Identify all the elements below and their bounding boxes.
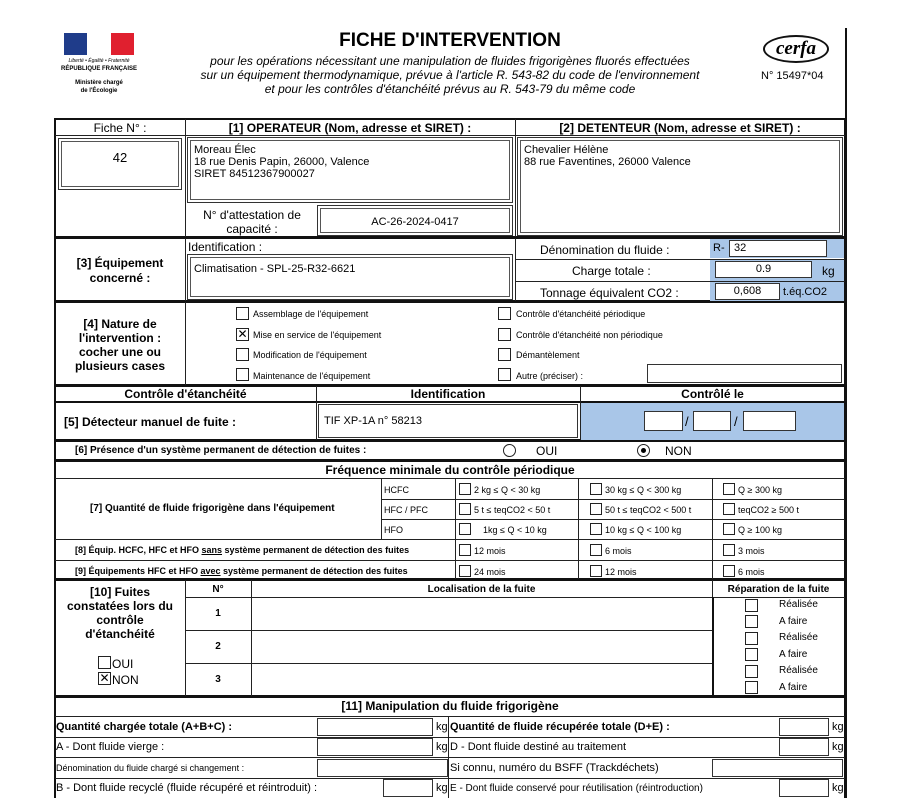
checkbox-controle-periodique[interactable]	[498, 307, 511, 320]
manip-right-0: Quantité de fluide récupérée totale (D+E) :	[450, 721, 670, 733]
q8-val-1: 12 mois	[474, 546, 506, 556]
freq-hcfc-3: Q ≥ 300 kg	[738, 485, 782, 495]
tonnage-unit: t.éq.CO2	[783, 286, 828, 298]
manip-left-3: B - Dont fluide recyclé (fluide récupéré et réintroduit) :	[56, 782, 318, 794]
holder-field[interactable]	[517, 137, 843, 236]
leak-row-3-no: 3	[215, 674, 221, 685]
checkbox-q8-3[interactable]	[723, 544, 735, 556]
leaks-col-no: N°	[212, 584, 224, 595]
option-mise-en-service: Mise en service de l'équipement	[253, 330, 382, 340]
checkbox-leak3-done[interactable]	[745, 665, 758, 678]
operator-address: 18 rue Denis Papin, 26000, Valence	[194, 156, 370, 168]
checkbox-modification[interactable]	[236, 348, 249, 361]
republic-motto: Liberté • Égalité • Fraternité	[68, 58, 130, 64]
checkbox-autre[interactable]	[498, 368, 511, 381]
q9-val-3: 6 mois	[738, 567, 765, 577]
leak-row-2-no: 2	[215, 641, 221, 652]
leak1-todo-label: A faire	[779, 616, 808, 627]
nature-label: [4] Nature de l'intervention : cocher une ou plusieurs cases	[74, 317, 166, 373]
manip-left-1: A - Dont fluide vierge :	[56, 741, 165, 753]
checkbox-hcfc-1[interactable]	[459, 483, 471, 495]
freq-hfc-3: teqCO2 ≥ 500 t	[738, 505, 799, 515]
option-autre: Autre (préciser) :	[516, 371, 584, 381]
checkbox-hfc-2[interactable]	[590, 503, 602, 515]
holder-address: 88 rue Faventines, 26000 Valence	[524, 156, 691, 168]
leak3-todo-label: A faire	[779, 682, 808, 693]
radio-oui[interactable]	[503, 444, 516, 457]
holder-name: Chevalier Hélène	[524, 144, 609, 156]
operator-name: Moreau Élec	[194, 144, 256, 156]
checkbox-leak1-done[interactable]	[745, 599, 758, 612]
manip-right-1-unit: kg	[832, 741, 844, 753]
manip-treatment-field[interactable]	[779, 738, 829, 756]
q8-val-2: 6 mois	[605, 546, 632, 556]
freq-hfc-1: 5 t ≤ teqCO2 < 50 t	[474, 505, 551, 515]
freq-type-hfo: HFO	[384, 525, 403, 535]
checkbox-q9-2[interactable]	[590, 565, 602, 577]
checkbox-leaks-oui[interactable]	[98, 656, 111, 669]
manip-right-3-unit: kg	[832, 782, 844, 794]
detector-field[interactable]: TIF XP-1A n° 58213	[318, 404, 578, 438]
checkbox-hfc-1[interactable]	[459, 503, 471, 515]
charge-field[interactable]: 0.9	[715, 261, 812, 278]
manip-right-3: E - Dont fluide conservé pour réutilisation (réintroduction)	[450, 783, 703, 794]
attestation-field[interactable]: AC-26-2024-0417	[317, 205, 513, 236]
checkbox-hfo-1[interactable]	[459, 523, 471, 535]
checkbox-q9-3[interactable]	[723, 565, 735, 577]
permanent-label: [6] Présence d'un système permanent de détection de fuites :	[75, 445, 367, 456]
q8-label: [8] Équip. HCFC, HFC et HFO sans système permanent de détection des fuites	[75, 545, 410, 555]
q7-label: [7] Quantité de fluide frigorigène dans l'équipement	[90, 503, 335, 514]
checkbox-q8-1[interactable]	[459, 544, 471, 556]
manip-left-1-unit: kg	[436, 741, 448, 753]
ministry-line1: Ministère chargé	[75, 80, 123, 86]
date-day-field[interactable]	[644, 411, 683, 431]
freq-hfo-3: Q ≥ 100 kg	[738, 525, 782, 535]
freq-type-hcfc: HCFC	[384, 485, 409, 495]
subtitle-line1: pour les opérations nécessitant une manipulation de fluides frigorigènes fluorés effectuées	[210, 54, 690, 68]
cerfa-number: N° 15497*04	[761, 70, 824, 82]
leaks-col-rep: Réparation de la fuite	[727, 584, 830, 595]
radio-non-label: NON	[665, 444, 692, 458]
freq-hfo-1: 1kg ≤ Q < 10 kg	[483, 525, 547, 535]
tonnage-label: Tonnage équivalent CO2 :	[540, 286, 679, 300]
checkbox-leaks-non[interactable]: ✕	[99, 671, 110, 685]
manip-right-2: Si connu, numéro du BSFF (Trackdéchets)	[450, 762, 659, 774]
date-sep-1: /	[685, 414, 689, 429]
marianne-logo	[64, 33, 134, 55]
page-title: FICHE D'INTERVENTION	[339, 30, 561, 51]
checkbox-assemblage[interactable]	[236, 307, 249, 320]
republic-name: RÉPUBLIQUE FRANÇAISE	[60, 66, 137, 72]
fluid-name-label: Dénomination du fluide :	[540, 243, 670, 257]
cerfa-logo: cerfa	[763, 35, 829, 63]
option-controle-periodique: Contrôle d'étanchéité périodique	[516, 309, 646, 319]
manip-left-0: Quantité chargée totale (A+B+C) :	[56, 721, 233, 733]
operator-siret: SIRET 84512367900027	[194, 168, 315, 180]
fluid-prefix: R-	[713, 242, 725, 254]
manip-title: [11] Manipulation du fluide frigorigène	[341, 699, 559, 713]
checkbox-hfo-3[interactable]	[723, 523, 735, 535]
option-modification: Modification de l'équipement	[253, 350, 367, 360]
subtitle-line3: et pour les contrôles d'étanchéité prévus au R. 543-79 du même code	[264, 82, 636, 96]
subtitle-line2: sur un équipement thermodynamique, prévue à l'article R. 543-82 du code de l'environnement	[200, 68, 700, 82]
q9-label: [9] Équipements HFC et HFO avec système permanent de détection des fuites	[75, 566, 408, 576]
ministry-line2: de l'Écologie	[80, 88, 118, 94]
equipment-label: [3] Équipement concerné :	[76, 256, 164, 285]
leak3-done-label: Réalisée	[779, 665, 818, 676]
freq-hfo-2: 10 kg ≤ Q < 100 kg	[605, 525, 682, 535]
checkbox-leak2-done[interactable]	[745, 632, 758, 645]
attestation-label: N° d'attestation de capacité :	[203, 208, 301, 236]
manip-recycled-field[interactable]	[383, 779, 433, 797]
manip-bsff-field[interactable]	[712, 759, 843, 777]
autre-input[interactable]	[647, 364, 842, 383]
radio-oui-label: OUI	[536, 444, 558, 458]
manip-left-3-unit: kg	[436, 782, 448, 794]
date-month-field[interactable]	[693, 411, 731, 431]
checkbox-hfo-2[interactable]	[590, 523, 602, 535]
leak1-done-label: Réalisée	[779, 599, 818, 610]
radio-non[interactable]	[637, 444, 650, 457]
leaks-label: [10] Fuites constatées lors du contrôle d'étanchéité	[66, 585, 174, 641]
q8-val-3: 3 mois	[738, 546, 765, 556]
q9-val-1: 24 mois	[474, 567, 506, 577]
freq-hcfc-2: 30 kg ≤ Q < 300 kg	[605, 485, 682, 495]
fiche-number-field[interactable]: 42	[58, 138, 182, 190]
option-controle-non-periodique: Contrôle d'étanchéité non périodique	[516, 330, 663, 340]
checkbox-hcfc-2[interactable]	[590, 483, 602, 495]
checkbox-leak2-todo[interactable]	[745, 648, 758, 661]
manip-virgin-field[interactable]	[317, 738, 433, 756]
detector-label: [5] Détecteur manuel de fuite :	[64, 415, 237, 429]
checkbox-demantelement[interactable]	[498, 348, 511, 361]
checkbox-controle-non-periodique[interactable]	[498, 328, 511, 341]
leaks-non-label: NON	[112, 673, 139, 687]
freq-type-hfc: HFC / PFC	[384, 505, 428, 515]
manip-fluid-name-field[interactable]	[317, 759, 448, 777]
checkbox-q9-1[interactable]	[459, 565, 471, 577]
checkbox-maintenance[interactable]	[236, 368, 249, 381]
manip-total-charged-field[interactable]	[317, 718, 433, 736]
leak2-done-label: Réalisée	[779, 632, 818, 643]
leak-control-col2: Identification	[410, 387, 486, 401]
fluid-name-field[interactable]: 32	[729, 240, 827, 257]
manip-left-0-unit: kg	[436, 721, 448, 733]
manip-left-2: Dénomination du fluide chargé si changement :	[56, 763, 245, 773]
date-sep-2: /	[734, 414, 738, 429]
checkbox-leak1-todo[interactable]	[745, 615, 758, 628]
charge-unit: kg	[822, 264, 835, 278]
leak-control-col3: Contrôlé le	[681, 387, 744, 401]
manip-reuse-field[interactable]	[779, 779, 829, 797]
operator-field[interactable]	[187, 137, 513, 203]
option-maintenance: Maintenance de l'équipement	[253, 371, 371, 381]
equipment-id-field[interactable]: Climatisation - SPL-25-R32-6621	[187, 254, 513, 300]
operator-label: [1] OPERATEUR (Nom, adresse et SIRET) :	[228, 121, 472, 135]
freq-hcfc-1: 2 kg ≤ Q < 30 kg	[474, 485, 541, 495]
checkbox-leak3-todo[interactable]	[745, 681, 758, 694]
charge-label: Charge totale :	[572, 264, 651, 278]
leak2-todo-label: A faire	[779, 649, 808, 660]
leaks-col-loc: Localisation de la fuite	[427, 584, 536, 595]
manip-total-recovered-field[interactable]	[779, 718, 829, 736]
date-year-field[interactable]	[743, 411, 796, 431]
leak-row-1-no: 1	[215, 608, 221, 619]
holder-label: [2] DETENTEUR (Nom, adresse et SIRET) :	[559, 121, 801, 135]
option-assemblage: Assemblage de l'équipement	[253, 309, 369, 319]
freq-hfc-2: 50 t ≤ teqCO2 < 500 t	[605, 505, 692, 515]
option-demantelement: Démantèlement	[516, 350, 580, 360]
q9-val-2: 12 mois	[605, 567, 637, 577]
fiche-label: Fiche N° :	[93, 121, 147, 135]
tonnage-field[interactable]: 0,608	[715, 283, 780, 300]
manip-right-1: D - Dont fluide destiné au traitement	[450, 741, 627, 753]
leaks-oui-label: OUI	[112, 657, 134, 671]
leak-control-col1: Contrôle d'étanchéité	[124, 387, 247, 401]
manip-right-0-unit: kg	[832, 721, 844, 733]
checkbox-mise-en-service[interactable]: ✕	[237, 327, 248, 341]
checkbox-hcfc-3[interactable]	[723, 483, 735, 495]
frequency-title: Fréquence minimale du contrôle périodique	[325, 463, 575, 477]
checkbox-hfc-3[interactable]	[723, 503, 735, 515]
checkbox-q8-2[interactable]	[590, 544, 602, 556]
equipment-id-label: Identification :	[188, 240, 263, 254]
